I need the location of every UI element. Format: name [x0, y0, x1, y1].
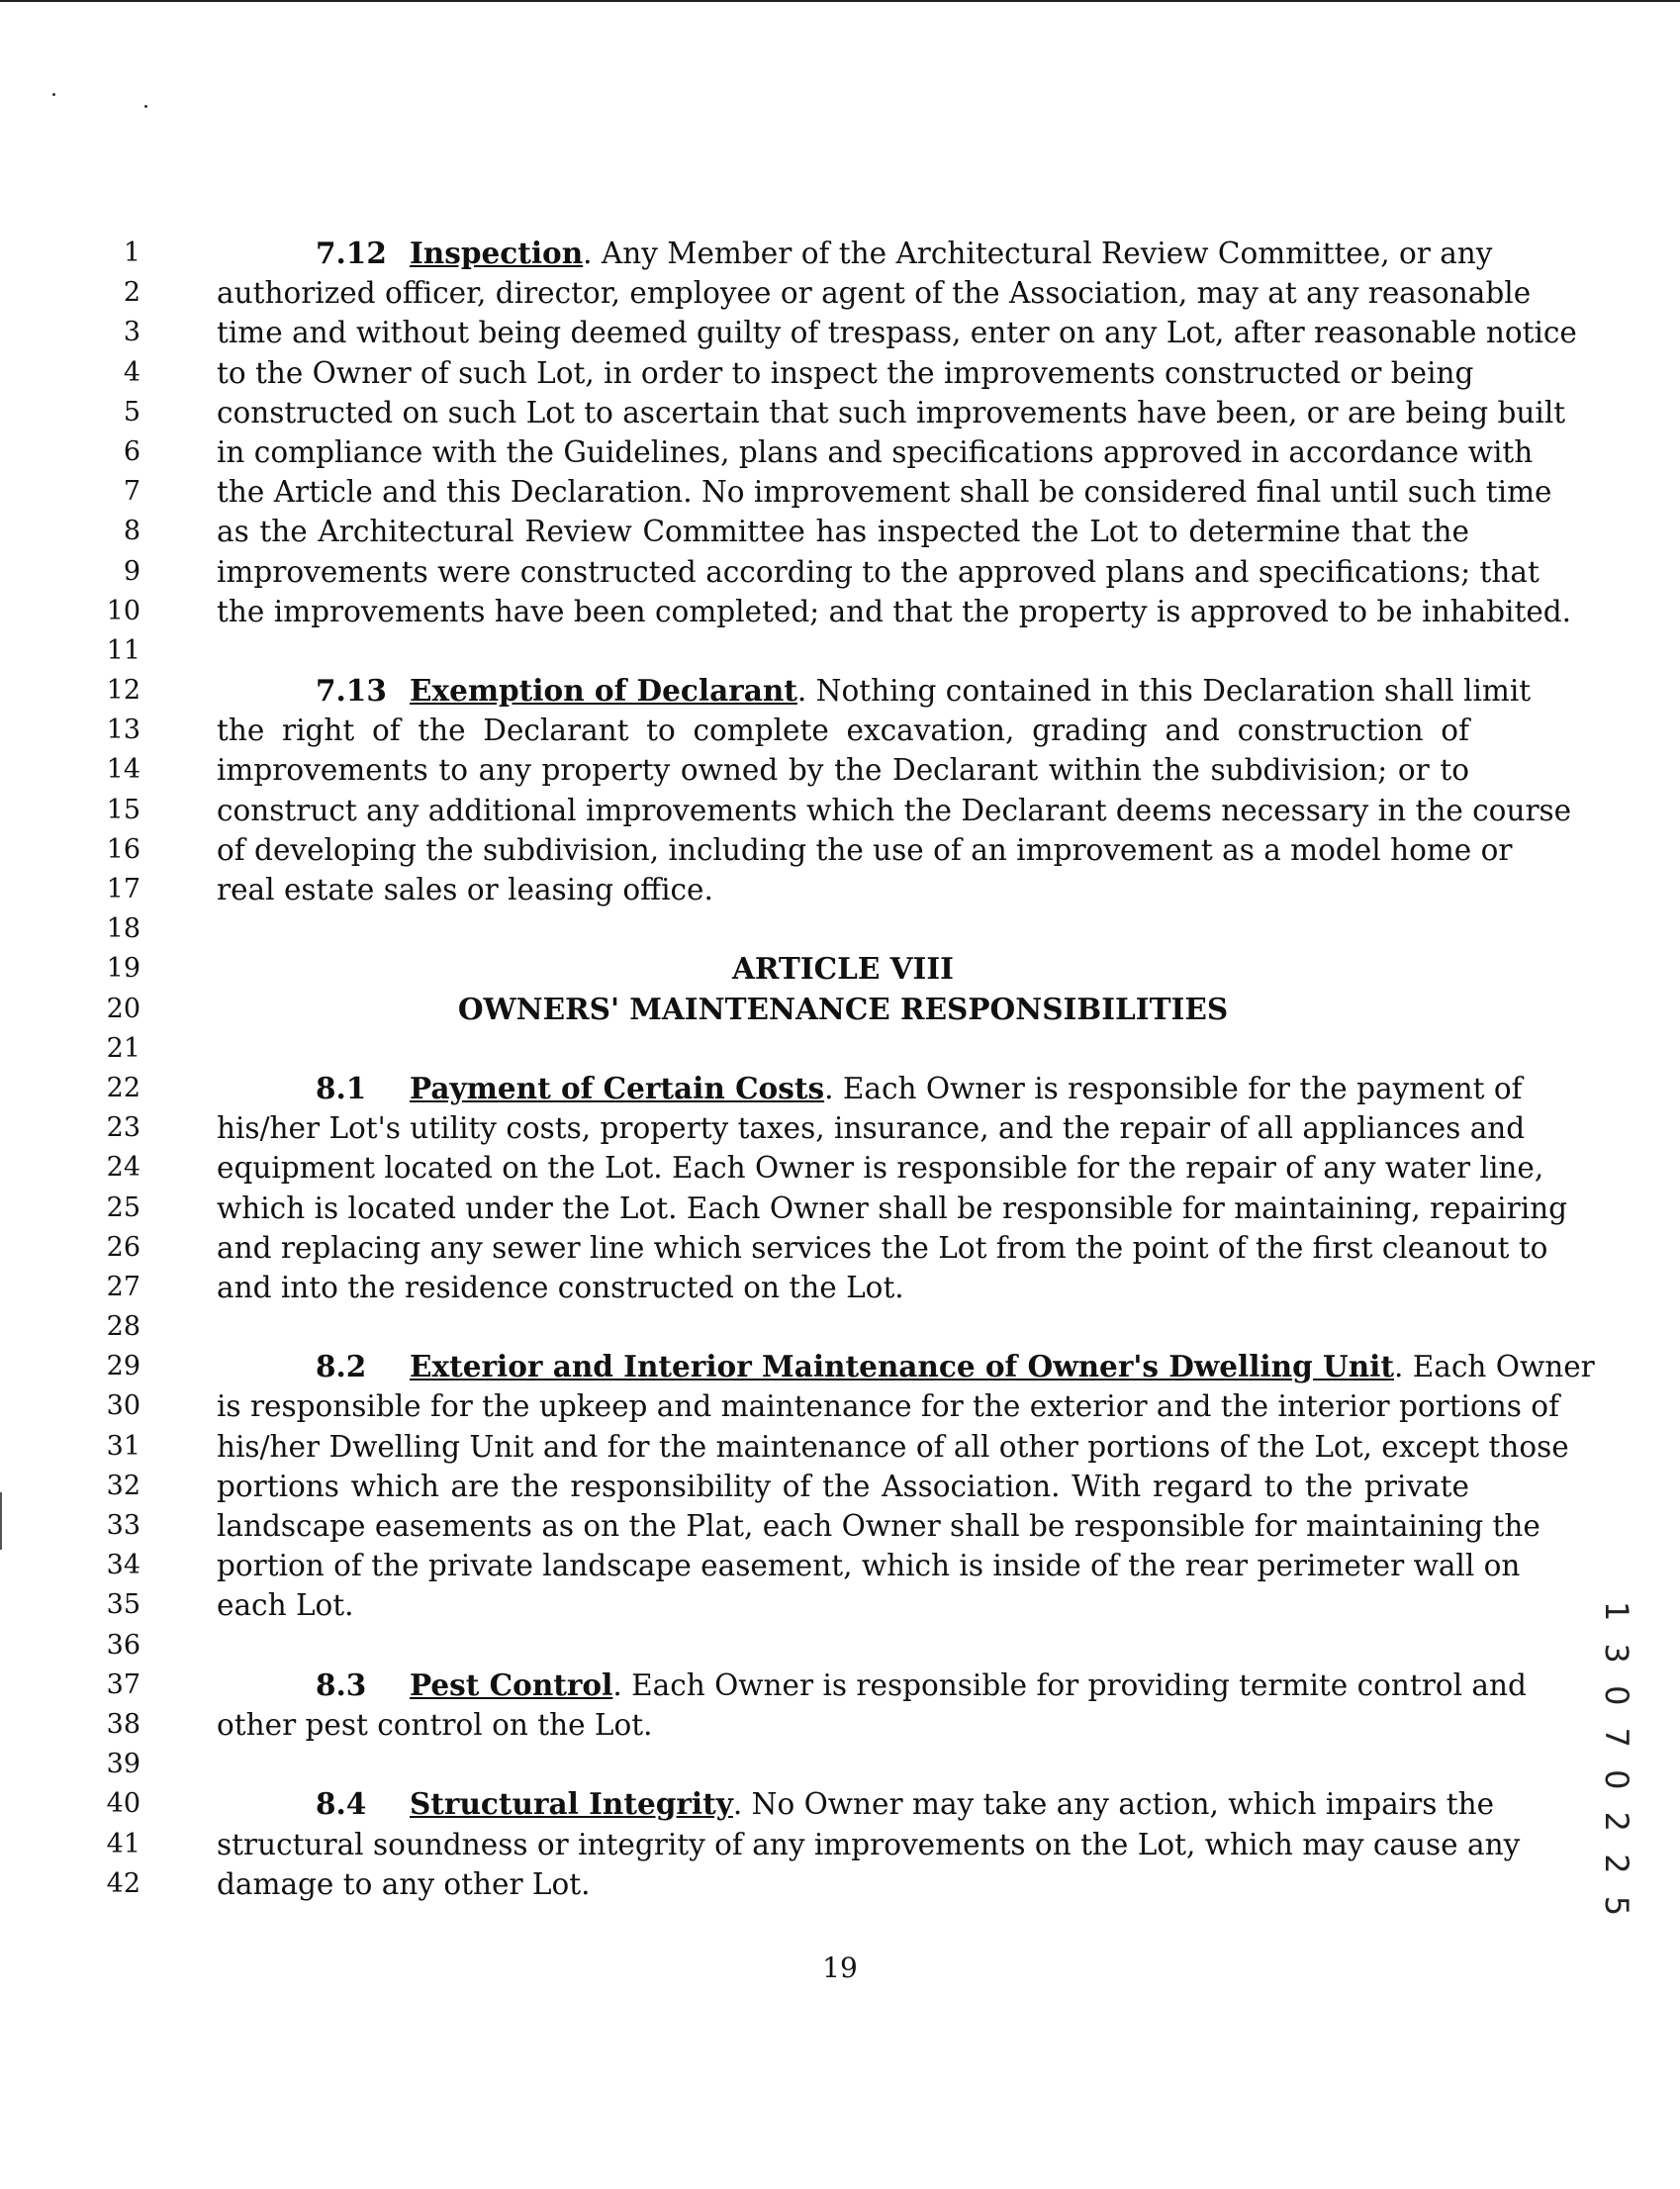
line-number: 26 [106, 1231, 140, 1263]
line-number: 28 [106, 1311, 140, 1343]
text-line: authorized officer, director, employee or agent of the Association, may at any reasonable [217, 276, 1532, 311]
section-number: 8.1 [316, 1070, 367, 1105]
text-line: construct any additional improvements which the Declarant deems necessary in the course [217, 793, 1572, 827]
text-line: . Each Owner is responsible for providing termite control and [612, 1667, 1527, 1702]
section-8-2 [217, 1347, 1595, 1625]
section-number: 7.13 [316, 673, 387, 709]
line-number: 42 [106, 1867, 140, 1899]
text-line: in compliance with the Guidelines, plans and specifications approved in accordance with [217, 434, 1534, 469]
line-number: 1 [123, 238, 140, 268]
text-line: the Article and this Declaration. No improvement shall be considered final until such time [217, 475, 1552, 510]
text-line: improvements to any property owned by the Declarant within the subdivision; or to [217, 753, 1469, 788]
line-number: 19 [106, 953, 140, 985]
scan-top-border [0, 0, 1680, 2]
line-number: 6 [123, 435, 140, 467]
page-number: 19 [822, 1951, 858, 1984]
section-7-12 [217, 234, 1577, 631]
section-first-line [217, 1784, 1495, 1824]
text-line: real estate sales or leasing office. [217, 873, 713, 906]
text-line: to the Owner of such Lot, in order to inspect the improvements constructed or being [217, 355, 1474, 390]
text-line: . Each Owner is responsible for the payment of [824, 1071, 1523, 1105]
section-number: 8.2 [316, 1349, 367, 1384]
text-line: the improvements have been completed; and that the property is approved to be inhabited. [217, 594, 1572, 628]
text-line: which is located under the Lot. Each Owner shall be responsible for maintaining, repairing [217, 1190, 1568, 1225]
scan-speck [144, 105, 147, 108]
line-number: 30 [106, 1390, 140, 1422]
text-line: improvements were constructed according to the approved plans and specifications; that [217, 554, 1540, 589]
section-number: 8.4 [316, 1786, 367, 1822]
section-first-line [217, 1069, 1523, 1108]
article-subtitle: OWNERS' MAINTENANCE RESPONSIBILITIES [457, 991, 1229, 1026]
section-heading: Inspection [410, 236, 584, 270]
line-number: 16 [106, 833, 140, 865]
text-line: . Nothing contained in this Declaration shall limit [796, 674, 1532, 709]
section-number: 7.12 [316, 236, 387, 270]
text-line: portions which are the responsibility of the Association. With regard to the private [217, 1469, 1469, 1503]
scan-left-edge-mark [0, 1492, 2, 1550]
text-line: and replacing any sewer line which services the Lot from the point of the first cleanout to [217, 1230, 1548, 1265]
section-heading: Exemption of Declarant [410, 673, 797, 709]
text-line: as the Architectural Review Committee has inspected the Lot to determine that the [217, 515, 1469, 549]
blank-line [217, 1626, 1469, 1666]
section-7-13 [217, 671, 1572, 909]
section-first-line [217, 234, 1493, 273]
text-line: . No Owner may take any action, which impairs the [732, 1787, 1495, 1822]
text-line: constructed on such Lot to ascertain that such improvements have been, or are being built [217, 395, 1566, 429]
article-title: ARTICLE VIII [732, 951, 954, 987]
blank-line [217, 1745, 1469, 1784]
line-number: 25 [106, 1191, 140, 1223]
line-number: 20 [106, 993, 140, 1024]
blank-line [217, 909, 1469, 949]
line-number: 34 [106, 1550, 140, 1581]
line-number: 9 [123, 555, 140, 587]
text-line: landscape easements as on the Plat, each Owner shall be responsible for maintaining the [217, 1509, 1540, 1543]
section-8-4 [217, 1784, 1521, 1904]
line-number: 12 [106, 675, 140, 707]
section-heading: Pest Control [410, 1666, 613, 1702]
section-heading: Payment of Certain Costs [410, 1070, 825, 1105]
text-line: of developing the subdivision, including the use of an improvement as a model home or [217, 832, 1513, 867]
line-number: 3 [123, 317, 140, 348]
line-number: 13 [106, 714, 140, 746]
text-line: the right of the Declarant to complete excavation, grading and construction of [217, 714, 1469, 748]
section-first-line [217, 671, 1532, 711]
text-line: equipment located on the Lot. Each Owner is responsible for the repair of any water line, [217, 1151, 1544, 1186]
blank-line [217, 631, 1469, 671]
line-number: 32 [106, 1470, 140, 1501]
section-number: 8.3 [316, 1666, 367, 1702]
text-line: structural soundness or integrity of any improvements on the Lot, which may cause any [217, 1827, 1521, 1861]
line-number: 5 [123, 396, 140, 428]
line-number: 29 [106, 1351, 140, 1382]
text-line: damage to any other Lot. [217, 1866, 591, 1901]
line-number: 23 [106, 1112, 140, 1144]
text-line: each Lot. [217, 1588, 354, 1623]
section-8-3 [217, 1666, 1527, 1745]
line-number: 21 [106, 1032, 140, 1064]
line-number: 15 [106, 794, 140, 825]
text-line: . Any Member of the Architectural Review Committee, or any [583, 237, 1493, 270]
line-number: 36 [106, 1629, 140, 1661]
scan-speck [52, 93, 55, 96]
line-number: 4 [123, 356, 140, 388]
line-number: 27 [106, 1271, 140, 1302]
line-number: 35 [106, 1589, 140, 1621]
line-number: 17 [106, 874, 140, 904]
section-8-1 [217, 1069, 1568, 1307]
section-first-line [217, 1666, 1527, 1705]
section-first-line [217, 1347, 1595, 1386]
line-number: 8 [123, 516, 140, 547]
line-number: 11 [106, 634, 140, 666]
line-number: 24 [106, 1152, 140, 1184]
line-number: 41 [106, 1828, 140, 1859]
line-number: 14 [106, 754, 140, 786]
text-line: and into the residence constructed on the Lot. [217, 1270, 904, 1304]
line-number: 40 [106, 1788, 140, 1820]
line-number: 22 [106, 1072, 140, 1103]
blank-line [217, 1029, 1469, 1069]
section-heading: Exterior and Interior Maintenance of Owner's Dwelling Unit [410, 1349, 1394, 1384]
line-number-column [91, 234, 140, 1904]
line-number: 10 [106, 595, 140, 626]
text-line: portion of the private landscape easement, which is inside of the rear perimeter wall on [217, 1549, 1521, 1583]
line-number: 31 [106, 1430, 140, 1462]
recording-stamp: 1 3 0 7 0 2 2 5 [1598, 1601, 1635, 1923]
text-line: his/her Lot's utility costs, property taxes, insurance, and the repair of all appliances and [217, 1111, 1526, 1146]
line-number: 2 [123, 277, 140, 309]
document-body [217, 234, 1595, 1904]
line-number: 39 [106, 1749, 140, 1780]
line-number: 38 [106, 1708, 140, 1740]
text-line: his/her Dwelling Unit and for the maintenance of all other portions of the Lot, except those [217, 1429, 1569, 1464]
text-line: is responsible for the upkeep and maintenance for the exterior and the interior portions of [217, 1389, 1559, 1424]
line-number: 37 [106, 1668, 140, 1700]
blank-line [217, 1307, 1469, 1347]
text-line: time and without being deemed guilty of trespass, enter on any Lot, after reasonable notice [217, 316, 1577, 350]
text-line: other pest control on the Lot. [217, 1707, 653, 1742]
line-number: 18 [106, 913, 140, 945]
line-number: 7 [123, 476, 140, 508]
section-heading: Structural Integrity [410, 1786, 733, 1822]
text-line: . Each Owner [1394, 1350, 1595, 1384]
line-number: 33 [106, 1510, 140, 1541]
